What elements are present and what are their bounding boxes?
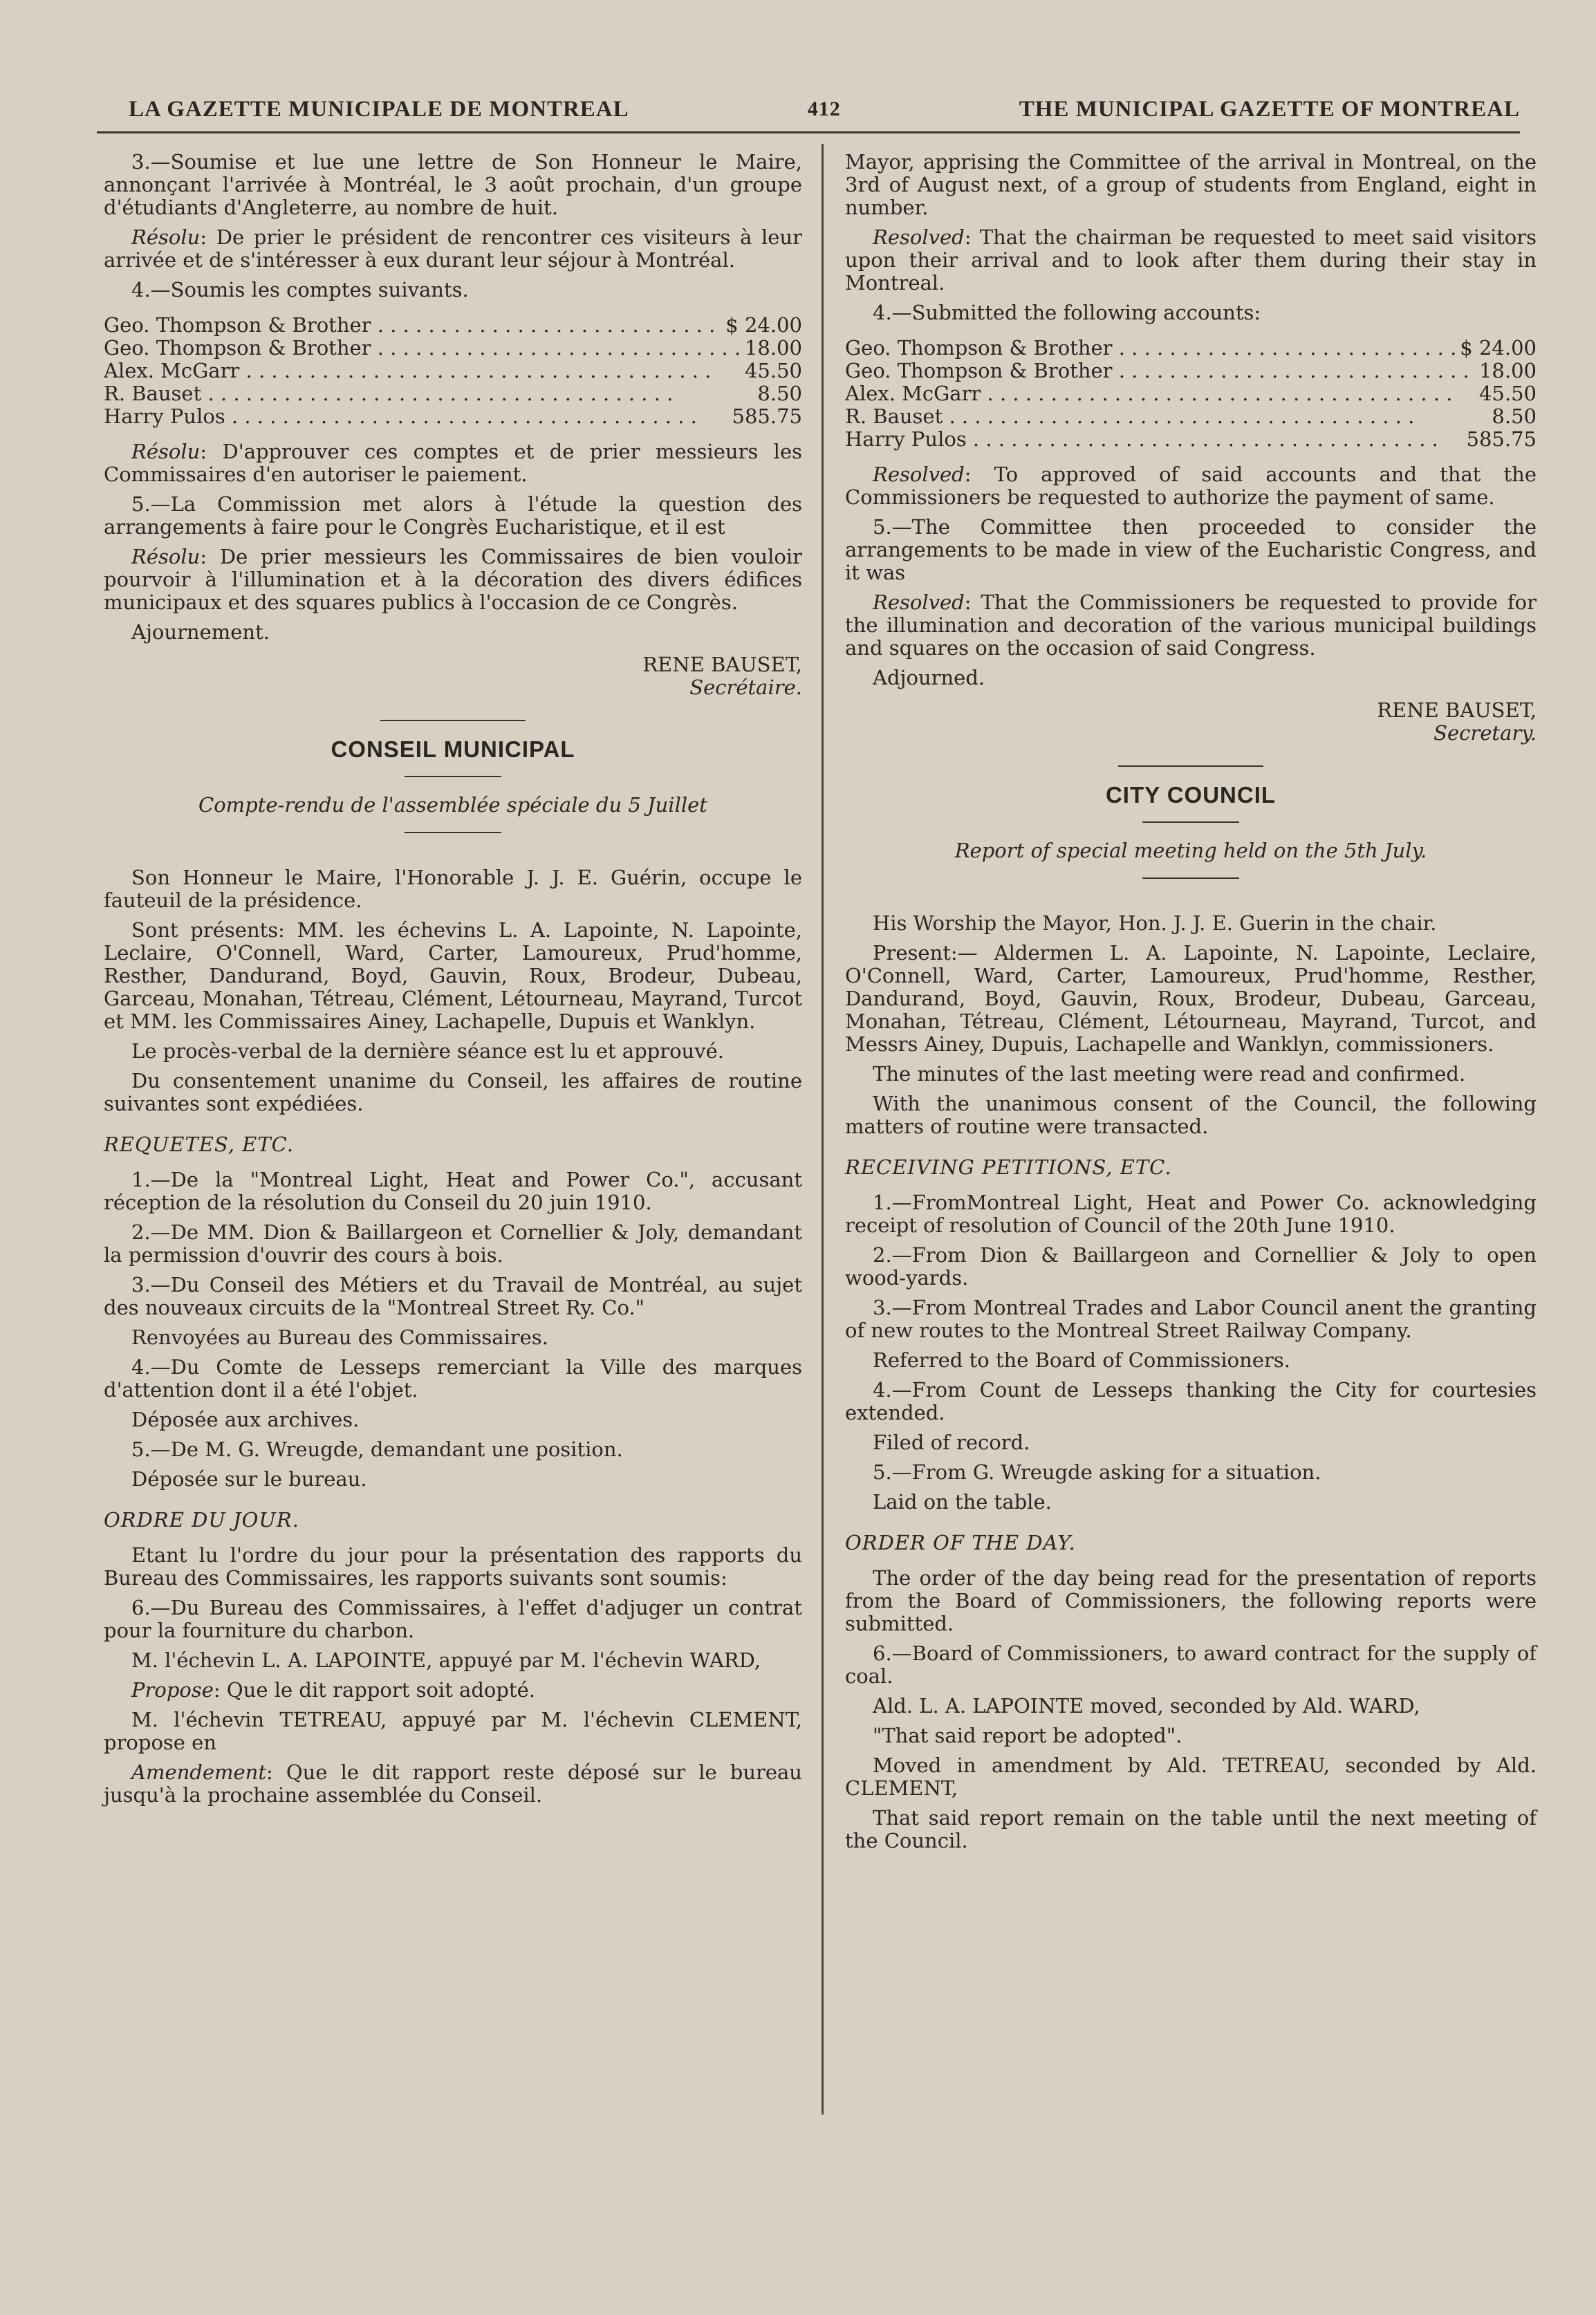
account-row: Geo. Thompson & Brother . . . 18.00 bbox=[845, 360, 1537, 382]
en-petitions-heading: RECEIVING PETITIONS, ETC. bbox=[845, 1155, 1172, 1179]
account-row: Geo. Thompson & Brother . . . $ 24.00 bbox=[104, 314, 802, 337]
section-rule bbox=[405, 832, 501, 833]
header-english-title: THE MUNICIPAL GAZETTE OF MONTREAL bbox=[1019, 96, 1520, 122]
section-rule bbox=[1142, 877, 1239, 879]
en-petition-5: 5.—From G. Wreugde asking for a situation. bbox=[873, 1460, 1321, 1484]
fr-ordre-heading: ORDRE DU JOUR. bbox=[104, 1508, 299, 1532]
fr-item-4-resolution: Résolu: D'approuver ces comptes et de prier messieurs les Commissaires d'en autoriser le paiement. bbox=[104, 440, 802, 486]
fr-request-2: 2.—De MM. Dion & Baillargeon et Cornellier & Joly, demandant la permission d'ouvrir des cours à bois. bbox=[104, 1220, 802, 1267]
french-column bbox=[104, 151, 802, 1814]
column-divider bbox=[822, 144, 824, 2114]
en-order-6-proposal: "That said report be adopted". bbox=[873, 1724, 1182, 1747]
fr-item-5: 5.—La Commission met alors à l'étude la question des arrangements à faire pour le Congrès Eucharistique, et il est bbox=[104, 492, 802, 539]
fr-request-1: 1.—De la "Montreal Light, Heat and Power Co.", accusant réception de la résolution du Conseil du 20 juin 1910. bbox=[104, 1168, 802, 1214]
fr-item-5-resolution: Résolu: De prier messieurs les Commissaires de bien vouloir pourvoir à l'illumination et à la décoration des divers édifices municipaux et des squares publics à l'occasion de ce Congrès. bbox=[104, 545, 802, 614]
en-order-6-amendment: That said report remain on the table until the next meeting of the Council. bbox=[845, 1806, 1537, 1852]
en-accounts-list bbox=[845, 337, 1537, 451]
en-signature-title: Secretary. bbox=[1433, 721, 1537, 745]
account-row: R. Bauset . . . 8.50 bbox=[104, 382, 802, 405]
en-petition-3: 3.—From Montreal Trades and Labor Council anent the granting of new routes to the Montreal Street Railway Company. bbox=[845, 1296, 1537, 1342]
section-rule bbox=[380, 720, 526, 721]
header-french-title: LA GAZETTE MUNICIPALE DE MONTREAL bbox=[129, 96, 629, 122]
en-council-title: CITY COUNCIL bbox=[1105, 782, 1277, 808]
fr-adjournment: Ajournement. bbox=[131, 620, 270, 644]
header-rule bbox=[97, 131, 1520, 133]
fr-order-6-proposal: Propose: Que le dit rapport soit adopté. bbox=[131, 1678, 535, 1702]
en-petition-1: 1.—FromMontreal Light, Heat and Power Co. acknowledging receipt of resolution of Council of the 20th June 1910. bbox=[845, 1191, 1537, 1237]
en-order-heading: ORDER OF THE DAY. bbox=[845, 1531, 1076, 1554]
en-council-subtitle: Report of special meeting held on the 5th July. bbox=[954, 839, 1427, 862]
fr-request-4-filed: Déposée aux archives. bbox=[131, 1408, 360, 1431]
en-order: The order of the day being read for the presentation of reports from the Board of Commissioners, the following reports were submitted. bbox=[845, 1566, 1537, 1635]
en-item-5: 5.—The Committee then proceeded to consider the arrangements to be made in view of the Eucharistic Congress, and it was bbox=[845, 515, 1537, 584]
account-row: Geo. Thompson & Brother . . . $ 24.00 bbox=[845, 337, 1537, 360]
fr-request-5: 5.—De M. G. Wreugde, demandant une position. bbox=[131, 1438, 623, 1461]
en-adjournment: Adjourned. bbox=[873, 666, 985, 689]
section-rule bbox=[1142, 821, 1239, 823]
fr-requetes-heading: REQUETES, ETC. bbox=[104, 1133, 295, 1156]
fr-present: Sont présents: MM. les échevins L. A. Lapointe, N. Lapointe, Leclaire, O'Connell, Ward, Carter, Lamoureux, Prud'homme, Resther, Dandurand, Boyd, Gauvin, Roux, Brodeur, Dubeau, Garceau, Monahan, Tétreau, Clément, Létourneau, Mayrand, Turcot et MM. les Commissaires Ainey, Lachapelle, Dupuis et Wanklyn. bbox=[104, 918, 802, 1033]
english-column bbox=[845, 151, 1537, 1859]
fr-order-6-amendment: Amendement: Que le dit rapport reste déposé sur le bureau jusqu'à la prochaine assemblée du Conseil. bbox=[104, 1760, 802, 1807]
fr-item-3-resolution: Résolu: De prier le président de rencontrer ces visiteurs à leur arrivée et de s'intéresser à eux durant leur séjour à Montréal. bbox=[104, 225, 802, 272]
fr-minutes: Le procès-verbal de la dernière séance est lu et approuvé. bbox=[131, 1039, 724, 1063]
en-minutes: The minutes of the last meeting were read and confirmed. bbox=[873, 1062, 1466, 1086]
en-order-6-amend-motion: Moved in amendment by Ald. TETREAU, seconded by Ald. CLEMENT, bbox=[845, 1754, 1537, 1800]
fr-accounts-list bbox=[104, 314, 802, 428]
en-referral: Referred to the Board of Commissioners. bbox=[873, 1348, 1290, 1372]
fr-item-3: 3.—Soumise et lue une lettre de Son Honneur le Maire, annonçant l'arrivée à Montréal, le 3 août prochain, d'un groupe d'étudiants d'Angleterre, au nombre de huit. bbox=[104, 150, 802, 219]
fr-signature: RENE BAUSET, bbox=[642, 653, 802, 676]
fr-referral: Renvoyées au Bureau des Commissaires. bbox=[131, 1326, 548, 1349]
section-rule bbox=[405, 776, 501, 777]
en-signature: RENE BAUSET, bbox=[1377, 698, 1537, 722]
fr-request-3: 3.—Du Conseil des Métiers et du Travail de Montréal, au sujet des nouveaux circuits de la "Montreal Street Ry. Co." bbox=[104, 1273, 802, 1319]
fr-order-6-amend-motion: M. l'échevin TETREAU, appuyé par M. l'échevin CLEMENT, propose en bbox=[104, 1708, 802, 1754]
fr-order-6: 6.—Du Bureau des Commissaires, à l'effet d'adjuger un contrat pour la fourniture du charbon. bbox=[104, 1596, 802, 1642]
section-rule bbox=[1118, 765, 1263, 767]
page-header bbox=[129, 89, 1520, 130]
account-row: Harry Pulos . . . 585.75 bbox=[104, 405, 802, 428]
fr-council-title: CONSEIL MUNICIPAL bbox=[331, 736, 575, 762]
fr-council-subtitle: Compte-rendu de l'assemblée spéciale du 5 Juillet bbox=[198, 793, 707, 817]
en-petition-5-filed: Laid on the table. bbox=[873, 1490, 1052, 1514]
page-number: 412 bbox=[807, 97, 841, 120]
account-row: Alex. McGarr . . . 45.50 bbox=[845, 382, 1537, 405]
fr-signature-title: Secrétaire. bbox=[689, 676, 802, 699]
fr-chair: Son Honneur le Maire, l'Honorable J. J. E. Guérin, occupe le fauteuil de la présidence. bbox=[104, 866, 802, 912]
en-chair: His Worship the Mayor, Hon. J. J. E. Guerin in the chair. bbox=[873, 911, 1437, 935]
en-petition-4: 4.—From Count de Lesseps thanking the City for courtesies extended. bbox=[845, 1378, 1537, 1424]
en-item-3: Mayor, apprising the Committee of the arrival in Montreal, on the 3rd of August next, of a group of students from England, eight in number. bbox=[845, 150, 1537, 219]
en-item-4: 4.—Submitted the following accounts: bbox=[873, 301, 1261, 324]
fr-ordre: Etant lu l'ordre du jour pour la présentation des rapports du Bureau des Commissaires, les rapports suivants sont soumis: bbox=[104, 1543, 802, 1590]
account-row: R. Bauset . . . 8.50 bbox=[845, 405, 1537, 428]
en-order-6: 6.—Board of Commissioners, to award contract for the supply of coal. bbox=[845, 1642, 1537, 1688]
en-routine: With the unanimous consent of the Council, the following matters of routine were transacted. bbox=[845, 1092, 1537, 1138]
en-order-6-motion: Ald. L. A. LAPOINTE moved, seconded by Ald. WARD, bbox=[873, 1694, 1420, 1718]
en-item-4-resolution: Resolved: To approved of said accounts and that the Commissioners be requested to authorize the payment of same. bbox=[845, 463, 1537, 509]
en-petition-4-filed: Filed of record. bbox=[873, 1431, 1030, 1454]
en-present: Present:— Aldermen L. A. Lapointe, N. Lapointe, Leclaire, O'Connell, Ward, Carter, Lamoureux, Prud'homme, Resther, Dandurand, Boyd, Gauvin, Roux, Brodeur, Dubeau, Garceau, Monahan, Tétreau, Clément, Létourneau, Mayrand, Turcot, and Messrs Ainey, Dupuis, Lachapelle and Wanklyn, commissioners. bbox=[845, 941, 1537, 1056]
account-row: Alex. McGarr . . . 45.50 bbox=[104, 360, 802, 382]
account-row: Geo. Thompson & Brother . . . 18.00 bbox=[104, 337, 802, 360]
en-item-5-resolution: Resolved: That the Commissioners be requested to provide for the illumination and decoration of the various municipal buildings and squares on the occasion of said Congress. bbox=[845, 591, 1537, 660]
account-row: Harry Pulos . . . 585.75 bbox=[845, 428, 1537, 451]
en-item-3-resolution: Resolved: That the chairman be requested to meet said visitors upon their arrival and to look after them during their stay in Montreal. bbox=[845, 225, 1537, 295]
en-petition-2: 2.—From Dion & Baillargeon and Cornellier & Joly to open wood-yards. bbox=[845, 1243, 1537, 1290]
fr-request-4: 4.—Du Comte de Lesseps remerciant la Ville des marques d'attention dont il a été l'objet. bbox=[104, 1355, 802, 1402]
fr-order-6-motion: M. l'échevin L. A. LAPOINTE, appuyé par M. l'échevin WARD, bbox=[131, 1648, 761, 1672]
fr-item-4: 4.—Soumis les comptes suivants. bbox=[131, 278, 469, 301]
fr-routine: Du consentement unanime du Conseil, les affaires de routine suivantes sont expédiées. bbox=[104, 1069, 802, 1115]
fr-request-5-filed: Déposée sur le bureau. bbox=[131, 1467, 367, 1491]
